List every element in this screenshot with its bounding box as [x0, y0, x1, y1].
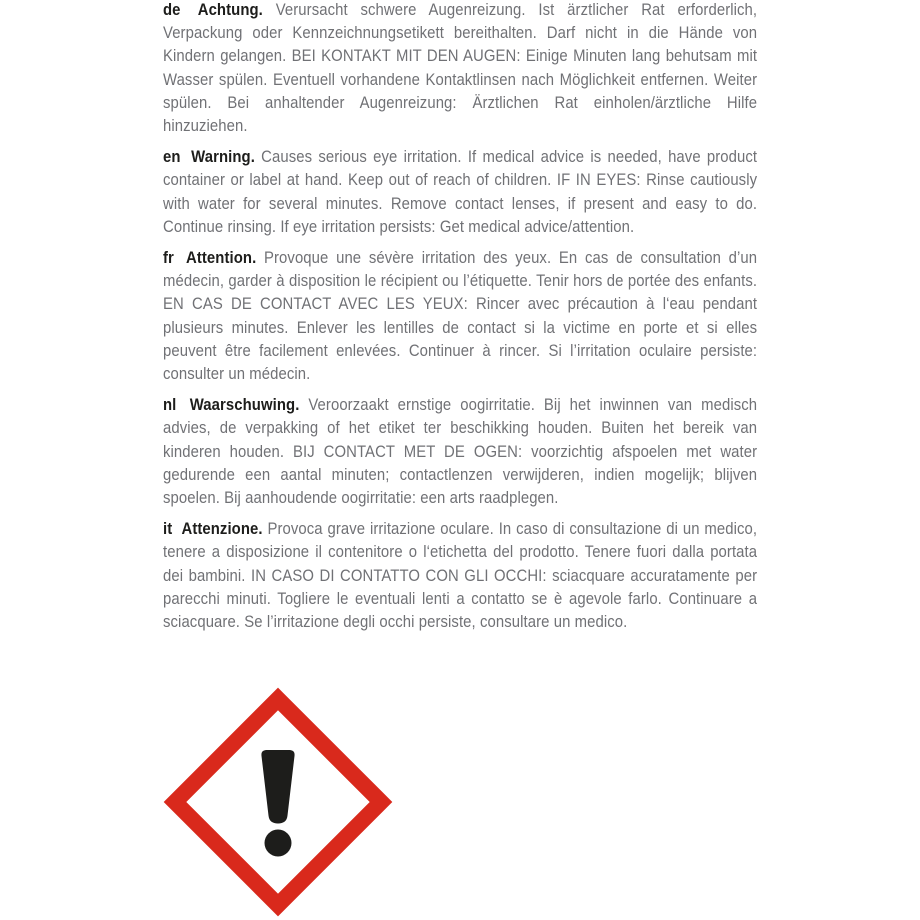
signal-word-en: Warning.	[191, 147, 255, 167]
signal-word-it: Attenzione.	[181, 519, 263, 539]
signal-word-fr: Attention.	[186, 248, 257, 268]
language-code-de: de	[163, 0, 181, 19]
language-code-en: en	[163, 147, 181, 167]
signal-word-nl: Waarschuwing.	[189, 395, 300, 415]
hazard-paragraph-nl	[163, 393, 757, 509]
exclamation-dot	[265, 830, 292, 857]
hazard-text-de: Verursacht schwere Augenreizung. Ist ärztlicher Rat erforderlich, Verpackung oder Kennzeichnungsetikett bereithalten. Darf nicht in die Hände von Kindern gelangen. BEI KONTAKT MIT DEN AUGEN: Einige Minuten lang behutsam mit Wasser spülen. Eventuell vorhandene Kontaktlinsen nach Möglichkeit entfernen. Weiter spülen. Bei anhaltender Augenreizung: Ärztlichen Rat einholen/ärztliche Hilfe hinzuziehen.	[163, 0, 758, 136]
hazard-text-fr: Provoque une sévère irritation des yeux. En cas de consultation d’un médecin, garder à disposition le récipient ou l’étiquette. Tenir hors de portée des enfants. EN CAS DE CONTACT AVEC LES YEUX: Rincer avec précaution à l‘eau pendant plusieurs minutes. Enlever les lentilles de contact si la victime en porte et si elles peuvent être facilement enlevées. Continuer à rincer. Si l’irritation oculaire persiste: consulter un médecin.	[163, 248, 758, 384]
hazard-paragraph-fr	[163, 246, 757, 385]
hazard-text-it: Provoca grave irritazione oculare. In caso di consultazione di un medico, tenere a disposizione il contenitore o l‘etichetta del prodotto. Tenere fuori dalla portata dei bambini. IN CASO DI CONTATTO CON GLI OCCHI: sciacquare accuratamente per parecchi minuti. Togliere le eventuali lenti a contatto se è agevole farlo. Continuare a sciacquare. Se l’irritazione degli occhi persiste, consultare un medico.	[163, 519, 758, 632]
hazard-paragraph-de	[163, 0, 757, 137]
language-code-nl: nl	[163, 395, 177, 415]
hazard-statements	[163, 0, 757, 641]
language-code-it: it	[163, 519, 173, 539]
hazard-text-en: Causes serious eye irritation. If medical advice is needed, have product container or label at hand. Keep out of reach of children. IF IN EYES: Rinse cautiously with water for several minutes. Remove contact lenses, if present and easy to do. Continue rinsing. If eye irritation persists: Get medical advice/attention.	[163, 147, 758, 236]
signal-word-de: Achtung.	[197, 0, 263, 19]
ghs-pictogram-svg	[163, 687, 393, 917]
ghs07-exclamation-mark-pictogram	[163, 687, 393, 917]
hazard-paragraph-it	[163, 517, 757, 633]
hazard-text-nl: Veroorzaakt ernstige oogirritatie. Bij het inwinnen van medisch advies, de verpakking of het etiket ter beschikking houden. Buiten het bereik van kinderen houden. BIJ CONTACT MET DE OGEN: voorzichtig afspoelen met water gedurende een aantal minuten; contactlenzen verwijderen, indien mogelijk; blijven spoelen. Bij aanhoudende oogirritatie: een arts raadplegen.	[163, 395, 758, 508]
hazard-paragraph-en	[163, 145, 757, 238]
language-code-fr: fr	[163, 248, 174, 268]
